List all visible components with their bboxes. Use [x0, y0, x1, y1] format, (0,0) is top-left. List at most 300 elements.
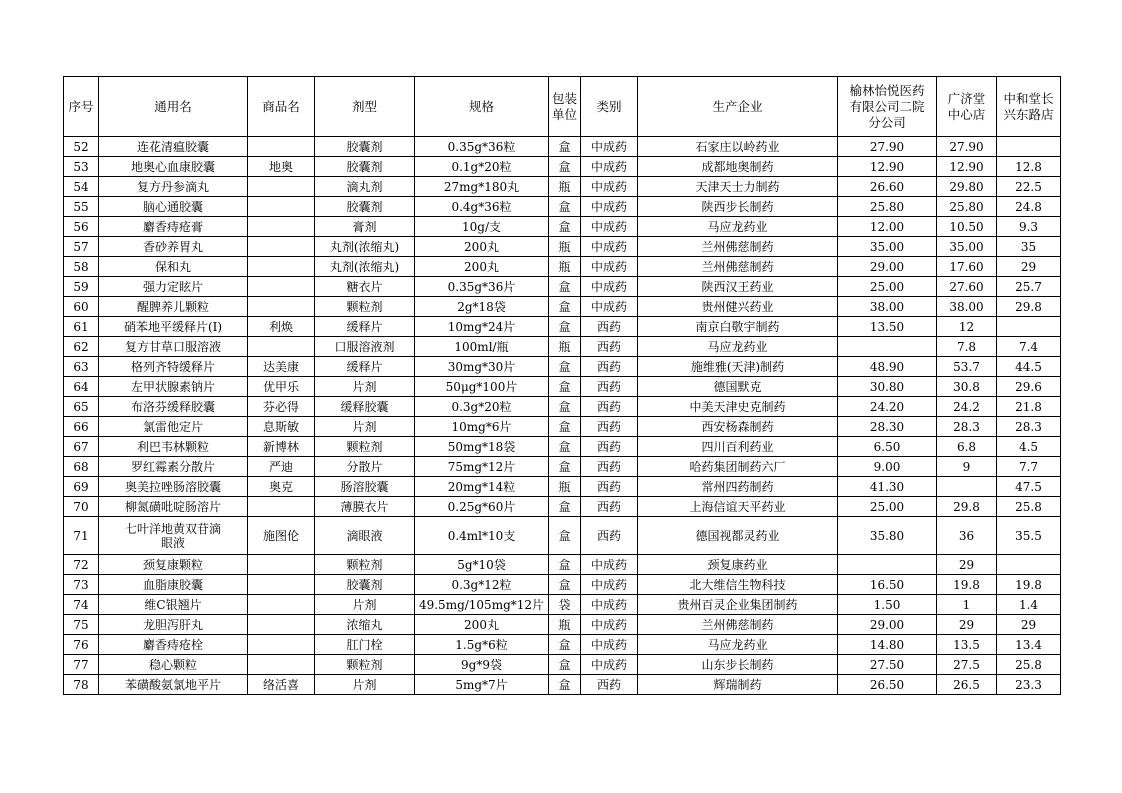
col-package-unit-cell: 盒	[549, 417, 581, 437]
col-price-zhonghetang-cell: 7.4	[997, 337, 1061, 357]
col-package-unit-cell: 盒	[549, 555, 581, 575]
col-category-cell: 西药	[581, 357, 638, 377]
col-price-zhonghetang-cell: 9.3	[997, 217, 1061, 237]
col-package-unit-cell: 瓶	[549, 257, 581, 277]
col-price-zhonghetang-cell: 28.3	[997, 417, 1061, 437]
table-row	[64, 595, 1061, 615]
table-row	[64, 357, 1061, 377]
col-category-cell: 中成药	[581, 635, 638, 655]
col-price-guangjitang-cell	[937, 477, 997, 497]
header-col-price-guangjitang: 广济堂 中心店	[937, 77, 997, 137]
table-row	[64, 237, 1061, 257]
col-dosage-form-cell: 浓缩丸	[315, 615, 415, 635]
table-row	[64, 317, 1061, 337]
col-spec-cell: 49.5mg/105mg*12片	[415, 595, 549, 615]
col-index-cell: 74	[64, 595, 99, 615]
col-category-cell: 西药	[581, 377, 638, 397]
table-row	[64, 197, 1061, 217]
col-dosage-form-cell: 胶囊剂	[315, 157, 415, 177]
col-category-cell: 中成药	[581, 137, 638, 157]
col-price-zhonghetang-cell: 25.7	[997, 277, 1061, 297]
col-price-zhonghetang-cell: 13.4	[997, 635, 1061, 655]
col-category-cell: 西药	[581, 437, 638, 457]
col-generic-name-cell: 香砂养胃丸	[99, 237, 248, 257]
table-row	[64, 575, 1061, 595]
col-category-cell: 中成药	[581, 157, 638, 177]
col-price-yuelin-cell: 12.90	[838, 157, 937, 177]
col-price-zhonghetang-cell: 21.8	[997, 397, 1061, 417]
col-brand-name-cell	[248, 575, 315, 595]
col-brand-name-cell: 奥克	[248, 477, 315, 497]
col-brand-name-cell	[248, 217, 315, 237]
table-row	[64, 377, 1061, 397]
col-index-cell: 78	[64, 675, 99, 695]
col-price-yuelin-cell: 27.50	[838, 655, 937, 675]
col-price-yuelin-cell: 13.50	[838, 317, 937, 337]
col-index-cell: 61	[64, 317, 99, 337]
col-price-yuelin-cell: 38.00	[838, 297, 937, 317]
col-package-unit-cell: 盒	[549, 297, 581, 317]
col-price-zhonghetang-cell	[997, 137, 1061, 157]
col-category-cell: 中成药	[581, 595, 638, 615]
col-dosage-form-cell: 颗粒剂	[315, 437, 415, 457]
table-row	[64, 337, 1061, 357]
col-spec-cell: 10mg*6片	[415, 417, 549, 437]
col-price-zhonghetang-cell: 29.6	[997, 377, 1061, 397]
col-dosage-form-cell: 丸剂(浓缩丸)	[315, 237, 415, 257]
col-package-unit-cell: 盒	[549, 317, 581, 337]
col-price-guangjitang-cell: 29.80	[937, 177, 997, 197]
col-manufacturer-cell: 马应龙药业	[638, 635, 838, 655]
col-generic-name-cell: 颈复康颗粒	[99, 555, 248, 575]
col-spec-cell: 30mg*30片	[415, 357, 549, 377]
col-price-yuelin-cell: 35.80	[838, 517, 937, 555]
col-generic-name-cell: 保和丸	[99, 257, 248, 277]
col-brand-name-cell	[248, 497, 315, 517]
col-generic-name-cell: 利巴韦林颗粒	[99, 437, 248, 457]
col-price-guangjitang-cell: 7.8	[937, 337, 997, 357]
col-manufacturer-cell: 德国视都灵药业	[638, 517, 838, 555]
col-category-cell: 中成药	[581, 277, 638, 297]
col-manufacturer-cell: 陕西汉王药业	[638, 277, 838, 297]
col-dosage-form-cell: 口服溶液剂	[315, 337, 415, 357]
col-index-cell: 63	[64, 357, 99, 377]
col-price-yuelin-cell: 25.00	[838, 277, 937, 297]
col-package-unit-cell: 盒	[549, 197, 581, 217]
col-category-cell: 中成药	[581, 257, 638, 277]
col-generic-name-cell: 左甲状腺素钠片	[99, 377, 248, 397]
col-generic-name-cell: 七叶洋地黄双苷滴眼液	[99, 517, 248, 555]
col-generic-name-cell: 麝香痔疮膏	[99, 217, 248, 237]
col-spec-cell: 10mg*24片	[415, 317, 549, 337]
col-brand-name-cell: 新博林	[248, 437, 315, 457]
col-price-guangjitang-cell: 28.3	[937, 417, 997, 437]
col-manufacturer-cell: 陕西步长制药	[638, 197, 838, 217]
col-price-guangjitang-cell: 25.80	[937, 197, 997, 217]
col-price-yuelin-cell	[838, 555, 937, 575]
header-col-dosage-form: 剂型	[315, 77, 415, 137]
col-price-yuelin-cell	[838, 337, 937, 357]
col-package-unit-cell: 盒	[549, 137, 581, 157]
col-price-guangjitang-cell: 27.5	[937, 655, 997, 675]
col-category-cell: 西药	[581, 317, 638, 337]
col-package-unit-cell: 盒	[549, 357, 581, 377]
col-generic-name-cell: 强力定眩片	[99, 277, 248, 297]
col-spec-cell: 5mg*7片	[415, 675, 549, 695]
col-package-unit-cell: 袋	[549, 595, 581, 615]
col-brand-name-cell: 严迪	[248, 457, 315, 477]
col-index-cell: 66	[64, 417, 99, 437]
col-dosage-form-cell: 膏剂	[315, 217, 415, 237]
col-category-cell: 中成药	[581, 177, 638, 197]
col-generic-name-cell: 柳氮磺吡啶肠溶片	[99, 497, 248, 517]
col-manufacturer-cell: 中美天津史克制药	[638, 397, 838, 417]
col-index-cell: 62	[64, 337, 99, 357]
col-generic-name-cell: 血脂康胶囊	[99, 575, 248, 595]
col-brand-name-cell: 络活喜	[248, 675, 315, 695]
col-spec-cell: 75mg*12片	[415, 457, 549, 477]
col-brand-name-cell	[248, 237, 315, 257]
col-index-cell: 76	[64, 635, 99, 655]
col-price-yuelin-cell: 29.00	[838, 257, 937, 277]
col-generic-name-cell: 连花清瘟胶囊	[99, 137, 248, 157]
col-manufacturer-cell: 贵州百灵企业集团制药	[638, 595, 838, 615]
col-spec-cell: 0.3g*12粒	[415, 575, 549, 595]
col-brand-name-cell	[248, 137, 315, 157]
header-col-price-zhonghetang: 中和堂长 兴东路店	[997, 77, 1061, 137]
table-row	[64, 137, 1061, 157]
col-price-yuelin-cell: 35.00	[838, 237, 937, 257]
col-price-guangjitang-cell: 29	[937, 555, 997, 575]
col-index-cell: 59	[64, 277, 99, 297]
col-index-cell: 77	[64, 655, 99, 675]
col-price-zhonghetang-cell: 29	[997, 257, 1061, 277]
table-row	[64, 157, 1061, 177]
table-row	[64, 217, 1061, 237]
col-brand-name-cell	[248, 555, 315, 575]
col-price-zhonghetang-cell: 22.5	[997, 177, 1061, 197]
table-row	[64, 297, 1061, 317]
col-brand-name-cell: 优甲乐	[248, 377, 315, 397]
col-spec-cell: 100ml/瓶	[415, 337, 549, 357]
col-generic-name-cell: 龙胆泻肝丸	[99, 615, 248, 635]
col-package-unit-cell: 盒	[549, 457, 581, 477]
col-price-zhonghetang-cell	[997, 555, 1061, 575]
col-index-cell: 56	[64, 217, 99, 237]
col-manufacturer-cell: 兰州佛慈制药	[638, 237, 838, 257]
col-category-cell: 西药	[581, 477, 638, 497]
col-price-guangjitang-cell: 12.90	[937, 157, 997, 177]
col-spec-cell: 2g*18袋	[415, 297, 549, 317]
col-price-guangjitang-cell: 38.00	[937, 297, 997, 317]
col-brand-name-cell: 芬必得	[248, 397, 315, 417]
col-manufacturer-cell: 成都地奥制药	[638, 157, 838, 177]
col-generic-name-cell: 格列齐特缓释片	[99, 357, 248, 377]
col-category-cell: 中成药	[581, 615, 638, 635]
table-row	[64, 555, 1061, 575]
col-price-guangjitang-cell: 10.50	[937, 217, 997, 237]
col-price-zhonghetang-cell: 23.3	[997, 675, 1061, 695]
col-package-unit-cell: 盒	[549, 497, 581, 517]
col-manufacturer-cell: 施维雅(天津)制药	[638, 357, 838, 377]
header-col-brand-name: 商品名	[248, 77, 315, 137]
col-generic-name-cell: 苯磺酸氨氯地平片	[99, 675, 248, 695]
table-row	[64, 397, 1061, 417]
col-price-yuelin-cell: 48.90	[838, 357, 937, 377]
col-category-cell: 西药	[581, 397, 638, 417]
col-dosage-form-cell: 缓释胶囊	[315, 397, 415, 417]
col-spec-cell: 0.4ml*10支	[415, 517, 549, 555]
col-generic-name-cell: 罗红霉素分散片	[99, 457, 248, 477]
col-brand-name-cell	[248, 615, 315, 635]
col-package-unit-cell: 盒	[549, 217, 581, 237]
col-dosage-form-cell: 滴丸剂	[315, 177, 415, 197]
col-manufacturer-cell: 德国默克	[638, 377, 838, 397]
col-generic-name-cell: 麝香痔疮栓	[99, 635, 248, 655]
col-price-guangjitang-cell: 36	[937, 517, 997, 555]
header-col-spec: 规格	[415, 77, 549, 137]
table-row	[64, 257, 1061, 277]
col-package-unit-cell: 瓶	[549, 477, 581, 497]
price-table	[63, 76, 1061, 695]
col-price-zhonghetang-cell: 12.8	[997, 157, 1061, 177]
col-spec-cell: 0.3g*20粒	[415, 397, 549, 417]
col-package-unit-cell: 瓶	[549, 237, 581, 257]
col-price-zhonghetang-cell: 35.5	[997, 517, 1061, 555]
col-price-guangjitang-cell: 9	[937, 457, 997, 477]
col-price-yuelin-cell: 16.50	[838, 575, 937, 595]
table-row	[64, 277, 1061, 297]
col-price-yuelin-cell: 25.80	[838, 197, 937, 217]
col-generic-name-cell: 醒脾养儿颗粒	[99, 297, 248, 317]
col-brand-name-cell: 施图伦	[248, 517, 315, 555]
col-price-yuelin-cell: 9.00	[838, 457, 937, 477]
col-price-guangjitang-cell: 13.5	[937, 635, 997, 655]
col-dosage-form-cell: 颗粒剂	[315, 655, 415, 675]
col-dosage-form-cell: 缓释片	[315, 357, 415, 377]
col-category-cell: 西药	[581, 497, 638, 517]
col-dosage-form-cell: 片剂	[315, 377, 415, 397]
col-package-unit-cell: 盒	[549, 377, 581, 397]
col-price-guangjitang-cell: 19.8	[937, 575, 997, 595]
col-dosage-form-cell: 分散片	[315, 457, 415, 477]
table-row	[64, 497, 1061, 517]
col-dosage-form-cell: 胶囊剂	[315, 575, 415, 595]
col-spec-cell: 0.35g*36片	[415, 277, 549, 297]
col-index-cell: 65	[64, 397, 99, 417]
col-price-guangjitang-cell: 26.5	[937, 675, 997, 695]
col-package-unit-cell: 盒	[549, 575, 581, 595]
col-generic-name-cell: 布洛芬缓释胶囊	[99, 397, 248, 417]
col-package-unit-cell: 盒	[549, 675, 581, 695]
col-spec-cell: 5g*10袋	[415, 555, 549, 575]
col-category-cell: 西药	[581, 417, 638, 437]
col-price-yuelin-cell: 28.30	[838, 417, 937, 437]
col-dosage-form-cell: 颗粒剂	[315, 297, 415, 317]
col-package-unit-cell: 瓶	[549, 177, 581, 197]
col-brand-name-cell	[248, 297, 315, 317]
col-price-zhonghetang-cell: 4.5	[997, 437, 1061, 457]
col-generic-name-cell: 复方丹参滴丸	[99, 177, 248, 197]
col-price-guangjitang-cell: 17.60	[937, 257, 997, 277]
col-brand-name-cell: 息斯敏	[248, 417, 315, 437]
col-price-yuelin-cell: 24.20	[838, 397, 937, 417]
col-price-zhonghetang-cell: 7.7	[997, 457, 1061, 477]
col-index-cell: 58	[64, 257, 99, 277]
col-manufacturer-cell: 北大维信生物科技	[638, 575, 838, 595]
header-col-category: 类别	[581, 77, 638, 137]
col-manufacturer-cell: 颈复康药业	[638, 555, 838, 575]
col-price-yuelin-cell: 27.90	[838, 137, 937, 157]
col-index-cell: 54	[64, 177, 99, 197]
col-price-yuelin-cell: 14.80	[838, 635, 937, 655]
col-dosage-form-cell: 胶囊剂	[315, 197, 415, 217]
table-row	[64, 437, 1061, 457]
col-manufacturer-cell: 哈药集团制药六厂	[638, 457, 838, 477]
col-manufacturer-cell: 贵州健兴药业	[638, 297, 838, 317]
col-dosage-form-cell: 片剂	[315, 417, 415, 437]
col-index-cell: 64	[64, 377, 99, 397]
col-index-cell: 71	[64, 517, 99, 555]
col-price-guangjitang-cell: 24.2	[937, 397, 997, 417]
col-category-cell: 中成药	[581, 575, 638, 595]
col-price-zhonghetang-cell	[997, 317, 1061, 337]
col-generic-name-cell: 维C银翘片	[99, 595, 248, 615]
col-generic-name-cell: 氯雷他定片	[99, 417, 248, 437]
table-row	[64, 635, 1061, 655]
col-package-unit-cell: 瓶	[549, 337, 581, 357]
col-price-guangjitang-cell: 29.8	[937, 497, 997, 517]
col-manufacturer-cell: 石家庄以岭药业	[638, 137, 838, 157]
col-brand-name-cell: 地奥	[248, 157, 315, 177]
col-index-cell: 55	[64, 197, 99, 217]
col-brand-name-cell	[248, 177, 315, 197]
table-row	[64, 417, 1061, 437]
col-manufacturer-cell: 常州四药制药	[638, 477, 838, 497]
col-manufacturer-cell: 山东步长制药	[638, 655, 838, 675]
col-generic-name-cell: 脑心通胶囊	[99, 197, 248, 217]
col-price-zhonghetang-cell: 1.4	[997, 595, 1061, 615]
col-price-zhonghetang-cell: 35	[997, 237, 1061, 257]
table-row	[64, 517, 1061, 555]
table-row	[64, 477, 1061, 497]
col-spec-cell: 27mg*180丸	[415, 177, 549, 197]
col-price-guangjitang-cell: 27.90	[937, 137, 997, 157]
col-package-unit-cell: 盒	[549, 437, 581, 457]
col-package-unit-cell: 盒	[549, 635, 581, 655]
col-spec-cell: 200丸	[415, 257, 549, 277]
col-spec-cell: 0.4g*36粒	[415, 197, 549, 217]
col-category-cell: 西药	[581, 675, 638, 695]
col-package-unit-cell: 瓶	[549, 615, 581, 635]
col-category-cell: 西药	[581, 337, 638, 357]
col-spec-cell: 10g/支	[415, 217, 549, 237]
header-col-package-unit: 包装 单位	[549, 77, 581, 137]
col-index-cell: 73	[64, 575, 99, 595]
col-brand-name-cell	[248, 197, 315, 217]
col-manufacturer-cell: 兰州佛慈制药	[638, 257, 838, 277]
col-dosage-form-cell: 缓释片	[315, 317, 415, 337]
col-price-zhonghetang-cell: 25.8	[997, 655, 1061, 675]
col-generic-name-cell: 奥美拉唑肠溶胶囊	[99, 477, 248, 497]
col-price-zhonghetang-cell: 47.5	[997, 477, 1061, 497]
col-package-unit-cell: 盒	[549, 397, 581, 417]
header-col-price-yuelin: 榆林怡悦医药 有限公司二院 分公司	[838, 77, 937, 137]
col-manufacturer-cell: 上海信谊天平药业	[638, 497, 838, 517]
col-manufacturer-cell: 马应龙药业	[638, 337, 838, 357]
col-price-yuelin-cell: 26.50	[838, 675, 937, 695]
col-index-cell: 70	[64, 497, 99, 517]
col-dosage-form-cell: 糖衣片	[315, 277, 415, 297]
header-row	[64, 77, 1061, 137]
col-price-zhonghetang-cell: 24.8	[997, 197, 1061, 217]
table-row	[64, 655, 1061, 675]
col-category-cell: 西药	[581, 517, 638, 555]
col-category-cell: 中成药	[581, 237, 638, 257]
col-brand-name-cell	[248, 337, 315, 357]
col-dosage-form-cell: 片剂	[315, 595, 415, 615]
col-dosage-form-cell: 滴眼液	[315, 517, 415, 555]
col-generic-name-cell: 硝苯地平缓释片(Ⅰ)	[99, 317, 248, 337]
col-price-guangjitang-cell: 27.60	[937, 277, 997, 297]
col-category-cell: 中成药	[581, 555, 638, 575]
col-price-zhonghetang-cell: 44.5	[997, 357, 1061, 377]
col-manufacturer-cell: 南京白敬宇制药	[638, 317, 838, 337]
col-spec-cell: 0.35g*36粒	[415, 137, 549, 157]
col-spec-cell: 20mg*14粒	[415, 477, 549, 497]
col-index-cell: 72	[64, 555, 99, 575]
col-dosage-form-cell: 肠溶胶囊	[315, 477, 415, 497]
table-row	[64, 615, 1061, 635]
col-price-yuelin-cell: 26.60	[838, 177, 937, 197]
col-package-unit-cell: 盒	[549, 517, 581, 555]
col-price-yuelin-cell: 29.00	[838, 615, 937, 635]
table-row	[64, 177, 1061, 197]
col-spec-cell: 50mg*18袋	[415, 437, 549, 457]
header-col-generic-name: 通用名	[99, 77, 248, 137]
col-dosage-form-cell: 片剂	[315, 675, 415, 695]
col-index-cell: 75	[64, 615, 99, 635]
col-price-zhonghetang-cell: 25.8	[997, 497, 1061, 517]
col-index-cell: 57	[64, 237, 99, 257]
col-spec-cell: 1.5g*6粒	[415, 635, 549, 655]
header-col-index: 序号	[64, 77, 99, 137]
col-package-unit-cell: 盒	[549, 655, 581, 675]
col-price-yuelin-cell: 1.50	[838, 595, 937, 615]
col-spec-cell: 200丸	[415, 615, 549, 635]
col-manufacturer-cell: 天津天士力制药	[638, 177, 838, 197]
col-brand-name-cell	[248, 277, 315, 297]
col-price-guangjitang-cell: 1	[937, 595, 997, 615]
col-spec-cell: 0.25g*60片	[415, 497, 549, 517]
table-row	[64, 675, 1061, 695]
col-price-yuelin-cell: 12.00	[838, 217, 937, 237]
col-index-cell: 69	[64, 477, 99, 497]
col-generic-name-cell: 复方甘草口服溶液	[99, 337, 248, 357]
col-category-cell: 中成药	[581, 655, 638, 675]
col-manufacturer-cell: 西安杨森制药	[638, 417, 838, 437]
col-category-cell: 中成药	[581, 197, 638, 217]
table-row	[64, 457, 1061, 477]
col-generic-name-cell: 地奥心血康胶囊	[99, 157, 248, 177]
col-price-guangjitang-cell: 12	[937, 317, 997, 337]
col-index-cell: 52	[64, 137, 99, 157]
col-price-guangjitang-cell: 30.8	[937, 377, 997, 397]
col-price-yuelin-cell: 41.30	[838, 477, 937, 497]
col-price-yuelin-cell: 6.50	[838, 437, 937, 457]
col-dosage-form-cell: 肛门栓	[315, 635, 415, 655]
col-manufacturer-cell: 辉瑞制药	[638, 675, 838, 695]
